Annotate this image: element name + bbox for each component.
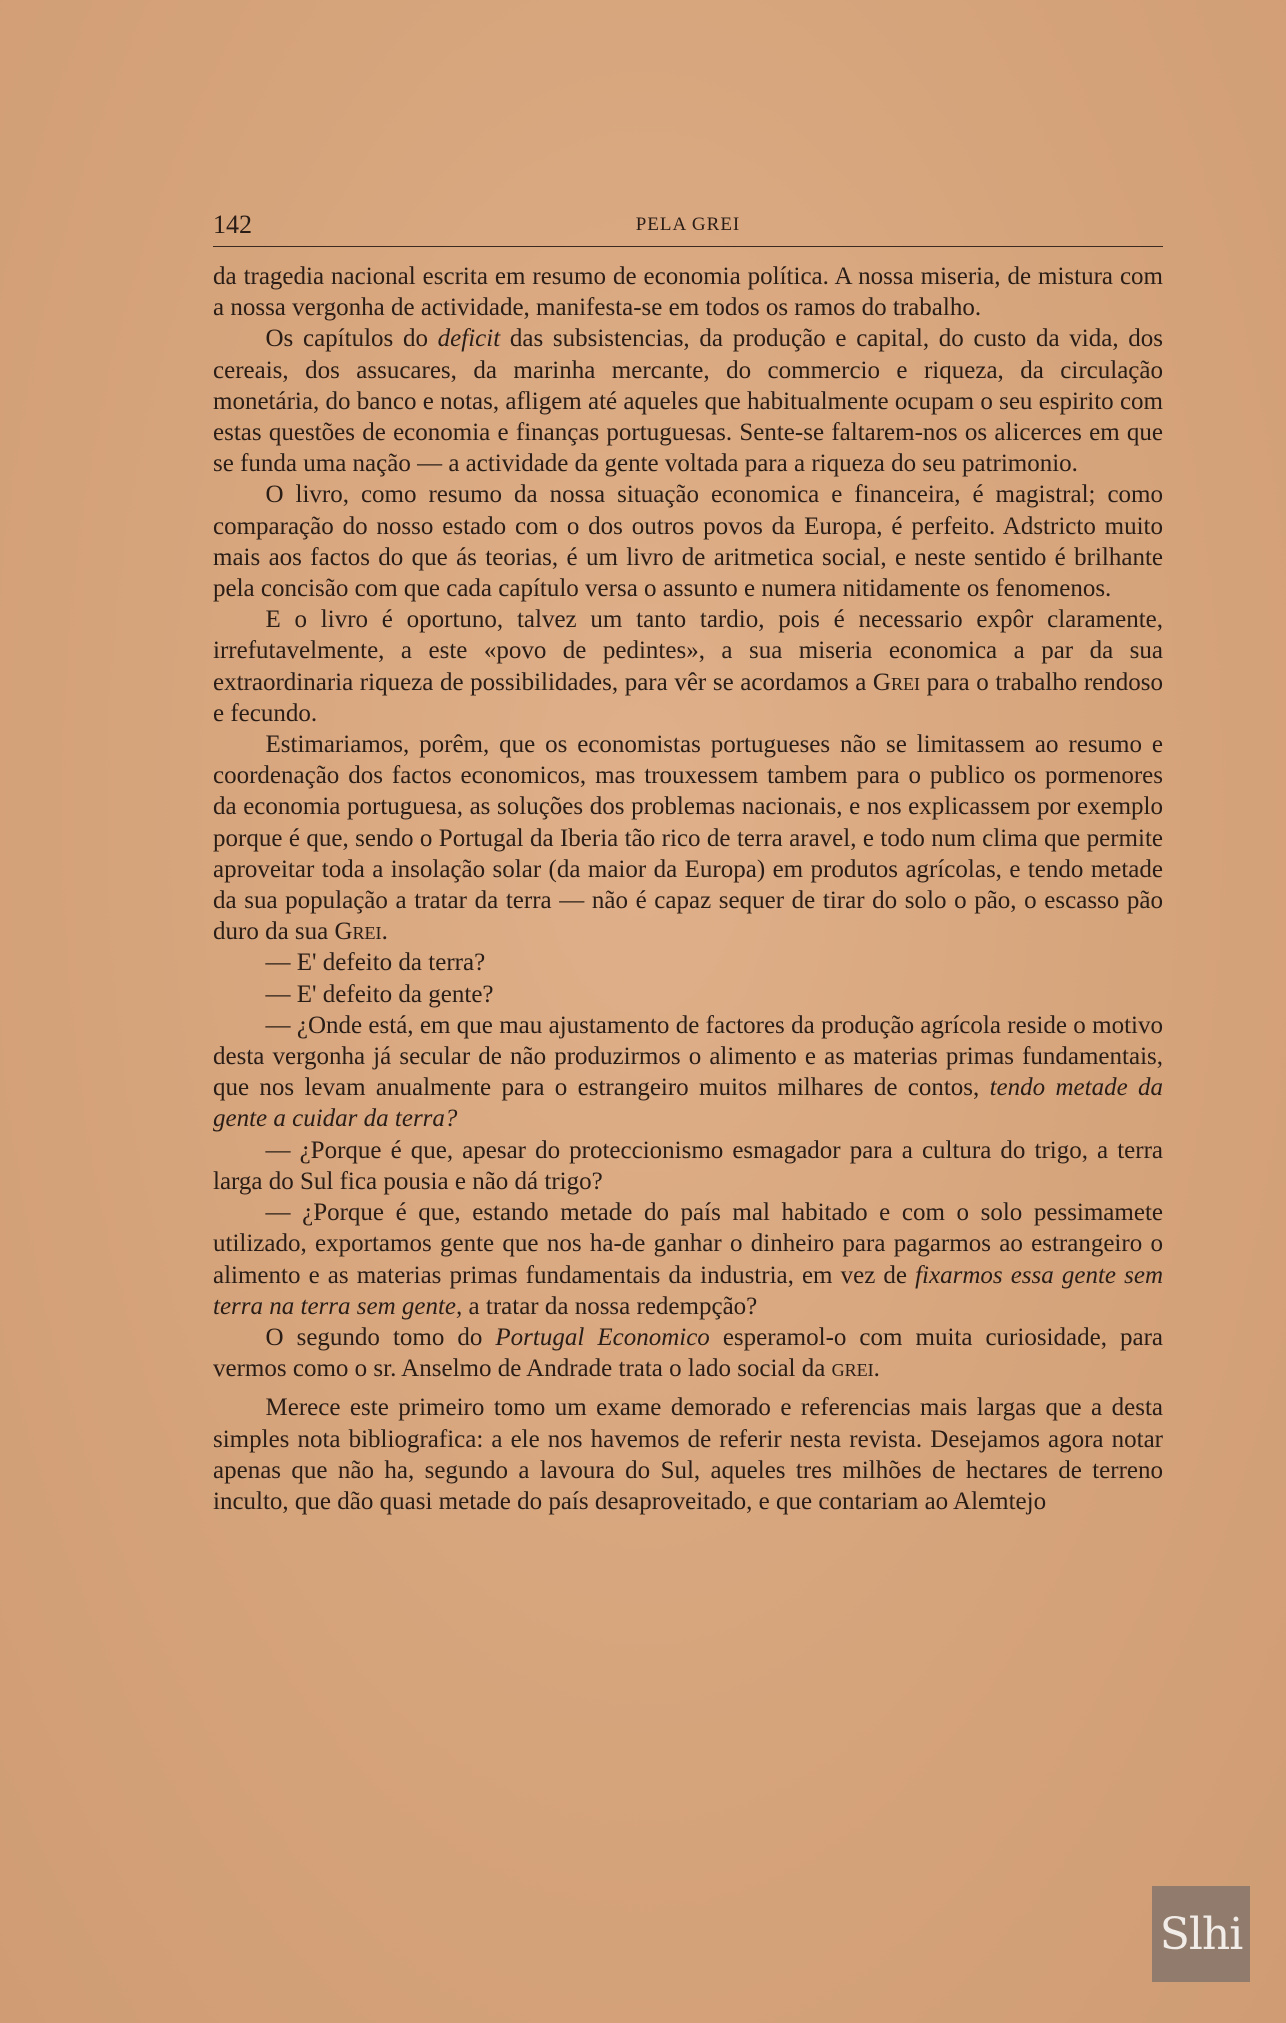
page-number: 142 — [213, 210, 252, 239]
paragraph: O livro, como resumo da nossa situação economica e financeira, é magistral; como comparação do nosso estado com o dos outros povos da Europa, é perfeito. Adstricto muito mais aos factos do que ás teorias, é um livro de aritmetica social, e neste sentido é brilhante pela concisão com que cada capítulo versa o assunto e numera nitidamente os fenomenos. — [213, 481, 1163, 603]
book-page — [213, 206, 1163, 1517]
body-text — [213, 261, 1163, 1517]
paragraph: Estimariamos, porêm, que os economistas portugueses não se limitassem ao resumo e coordenação dos factos economicos, mas trouxessem tambem para o publico os pormenores da economia portuguesa, as soluções dos problemas nacionais, e nos explicassem por exemplo porque é que, sendo o Portugal da Iberia tão rico de terra aravel, e todo num clima que permite aproveitar toda a insolação solar (da maior da Europa) em produtos agrícolas, e tendo metade da sua população a tratar da terra — não é capaz sequer de tirar do solo o pão, o escasso pão duro da sua Grei. — [213, 731, 1163, 946]
paragraph: — ¿Porque é que, estando metade do país mal habitado e com o solo pessimamete utilizado, exportamos gente que nos ha-de ganhar o dinheiro para pagarmos ao estrangeiro o alimento e as materias primas fundamentais da industria, em vez de fixarmos essa gente sem terra na terra sem gente, a tratar da nossa redempção? — [213, 1199, 1163, 1320]
paragraph: — ¿Porque é que, apesar do proteccionismo esmagador para a cultura do trigo, a terra larga do Sul fica pousia e não dá trigo? — [213, 1136, 1163, 1195]
library-logo — [1152, 1886, 1250, 1982]
paragraph: da tragedia nacional escrita em resumo de economia política. A nossa miseria, de mistura com a nossa vergonha de actividade, manifesta-se em todos os ramos do trabalho. — [213, 263, 1163, 322]
running-head: PELA GREI — [635, 214, 741, 235]
paragraph: O segundo tomo do Portugal Economico esperamol-o com muita curiosidade, para vermos como o sr. Anselmo de Andrade trata o lado social da grei. — [213, 1323, 1163, 1383]
paragraph: Merece este primeiro tomo um exame demorado e referencias mais largas que a desta simples nota bibliografica: a ele nos havemos de referir nesta revista. Desejamos agora notar apenas que não ha, segundo a lavoura do Sul, aqueles tres milhões de hectares de terreno inculto, que dão quasi metade do país desaproveitado, e que contariam ao Alemtejo — [213, 1394, 1163, 1515]
page-header — [213, 206, 1163, 247]
paragraph: — E' defeito da gente? — [265, 980, 494, 1008]
paragraph: — E' defeito da terra? — [265, 949, 486, 977]
paragraph: — ¿Onde está, em que mau ajustamento de factores da produção agrícola reside o motivo desta vergonha já secular de não produzirmos o alimento e as materias primas fundamentais, que nos levam anualmente para o estrangeiro muitos milhares de contos, tendo metade da gente a cuidar da terra? — [213, 1011, 1164, 1133]
paragraph: E o livro é oportuno, talvez um tanto tardio, pois é necessario expôr claramente, irrefutavelmente, a este «povo de pedintes», a sua miseria economica a par da sua extraordinaria riqueza de possibilidades, para vêr se acordamos a Grei para o trabalho rendoso e fecundo. — [213, 606, 1164, 727]
library-logo-text: Slhi — [1159, 1908, 1243, 1960]
paragraph: Os capítulos do deficit das subsistencias, da produção e capital, do custo da vida, dos cereais, dos assucares, da marinha mercante, do commercio e riqueza, da circulação monetária, do banco e notas, afligem até aqueles que habitualmente ocupam o seu espirito com estas questões de economia e finanças portuguesas. Sente-se faltarem-nos os alicerces em que se funda uma nação — a actividade da gente voltada para a riqueza do seu patrimonio. — [213, 325, 1164, 478]
